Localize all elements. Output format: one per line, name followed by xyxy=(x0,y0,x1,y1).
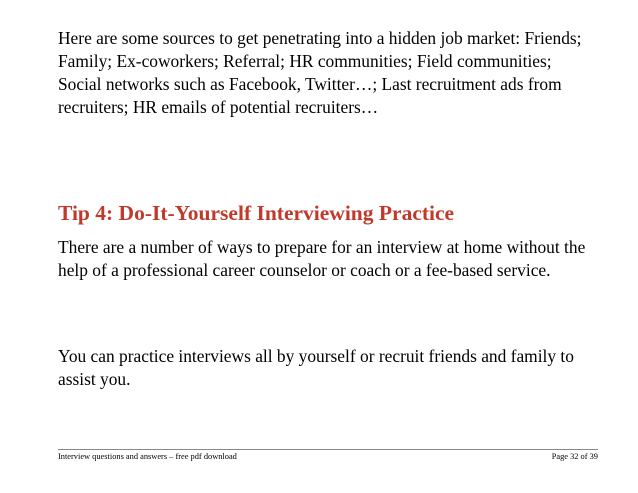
footer-title: Interview questions and answers – free pdf download xyxy=(58,452,237,461)
page-number: Page 32 of 39 xyxy=(551,452,598,461)
tip-paragraph-1: There are a number of ways to prepare for an interview at home without the help of a professional career counselor or coach or a fee-based service. xyxy=(58,237,586,280)
tip-heading: Tip 4: Do-It-Yourself Interviewing Practice xyxy=(58,201,455,225)
footer-divider xyxy=(58,449,598,450)
intro-paragraph: Here are some sources to get penetrating into a hidden job market: Friends; Family; Ex-coworkers; Referral; HR communities; Field communities; Social networks such as Facebook, Twitter…; Last recruitment ads from recruiters; HR emails of potential recruiters… xyxy=(58,28,582,117)
tip-paragraph-2: You can practice interviews all by yourself or recruit friends and family to assist you. xyxy=(58,346,574,389)
